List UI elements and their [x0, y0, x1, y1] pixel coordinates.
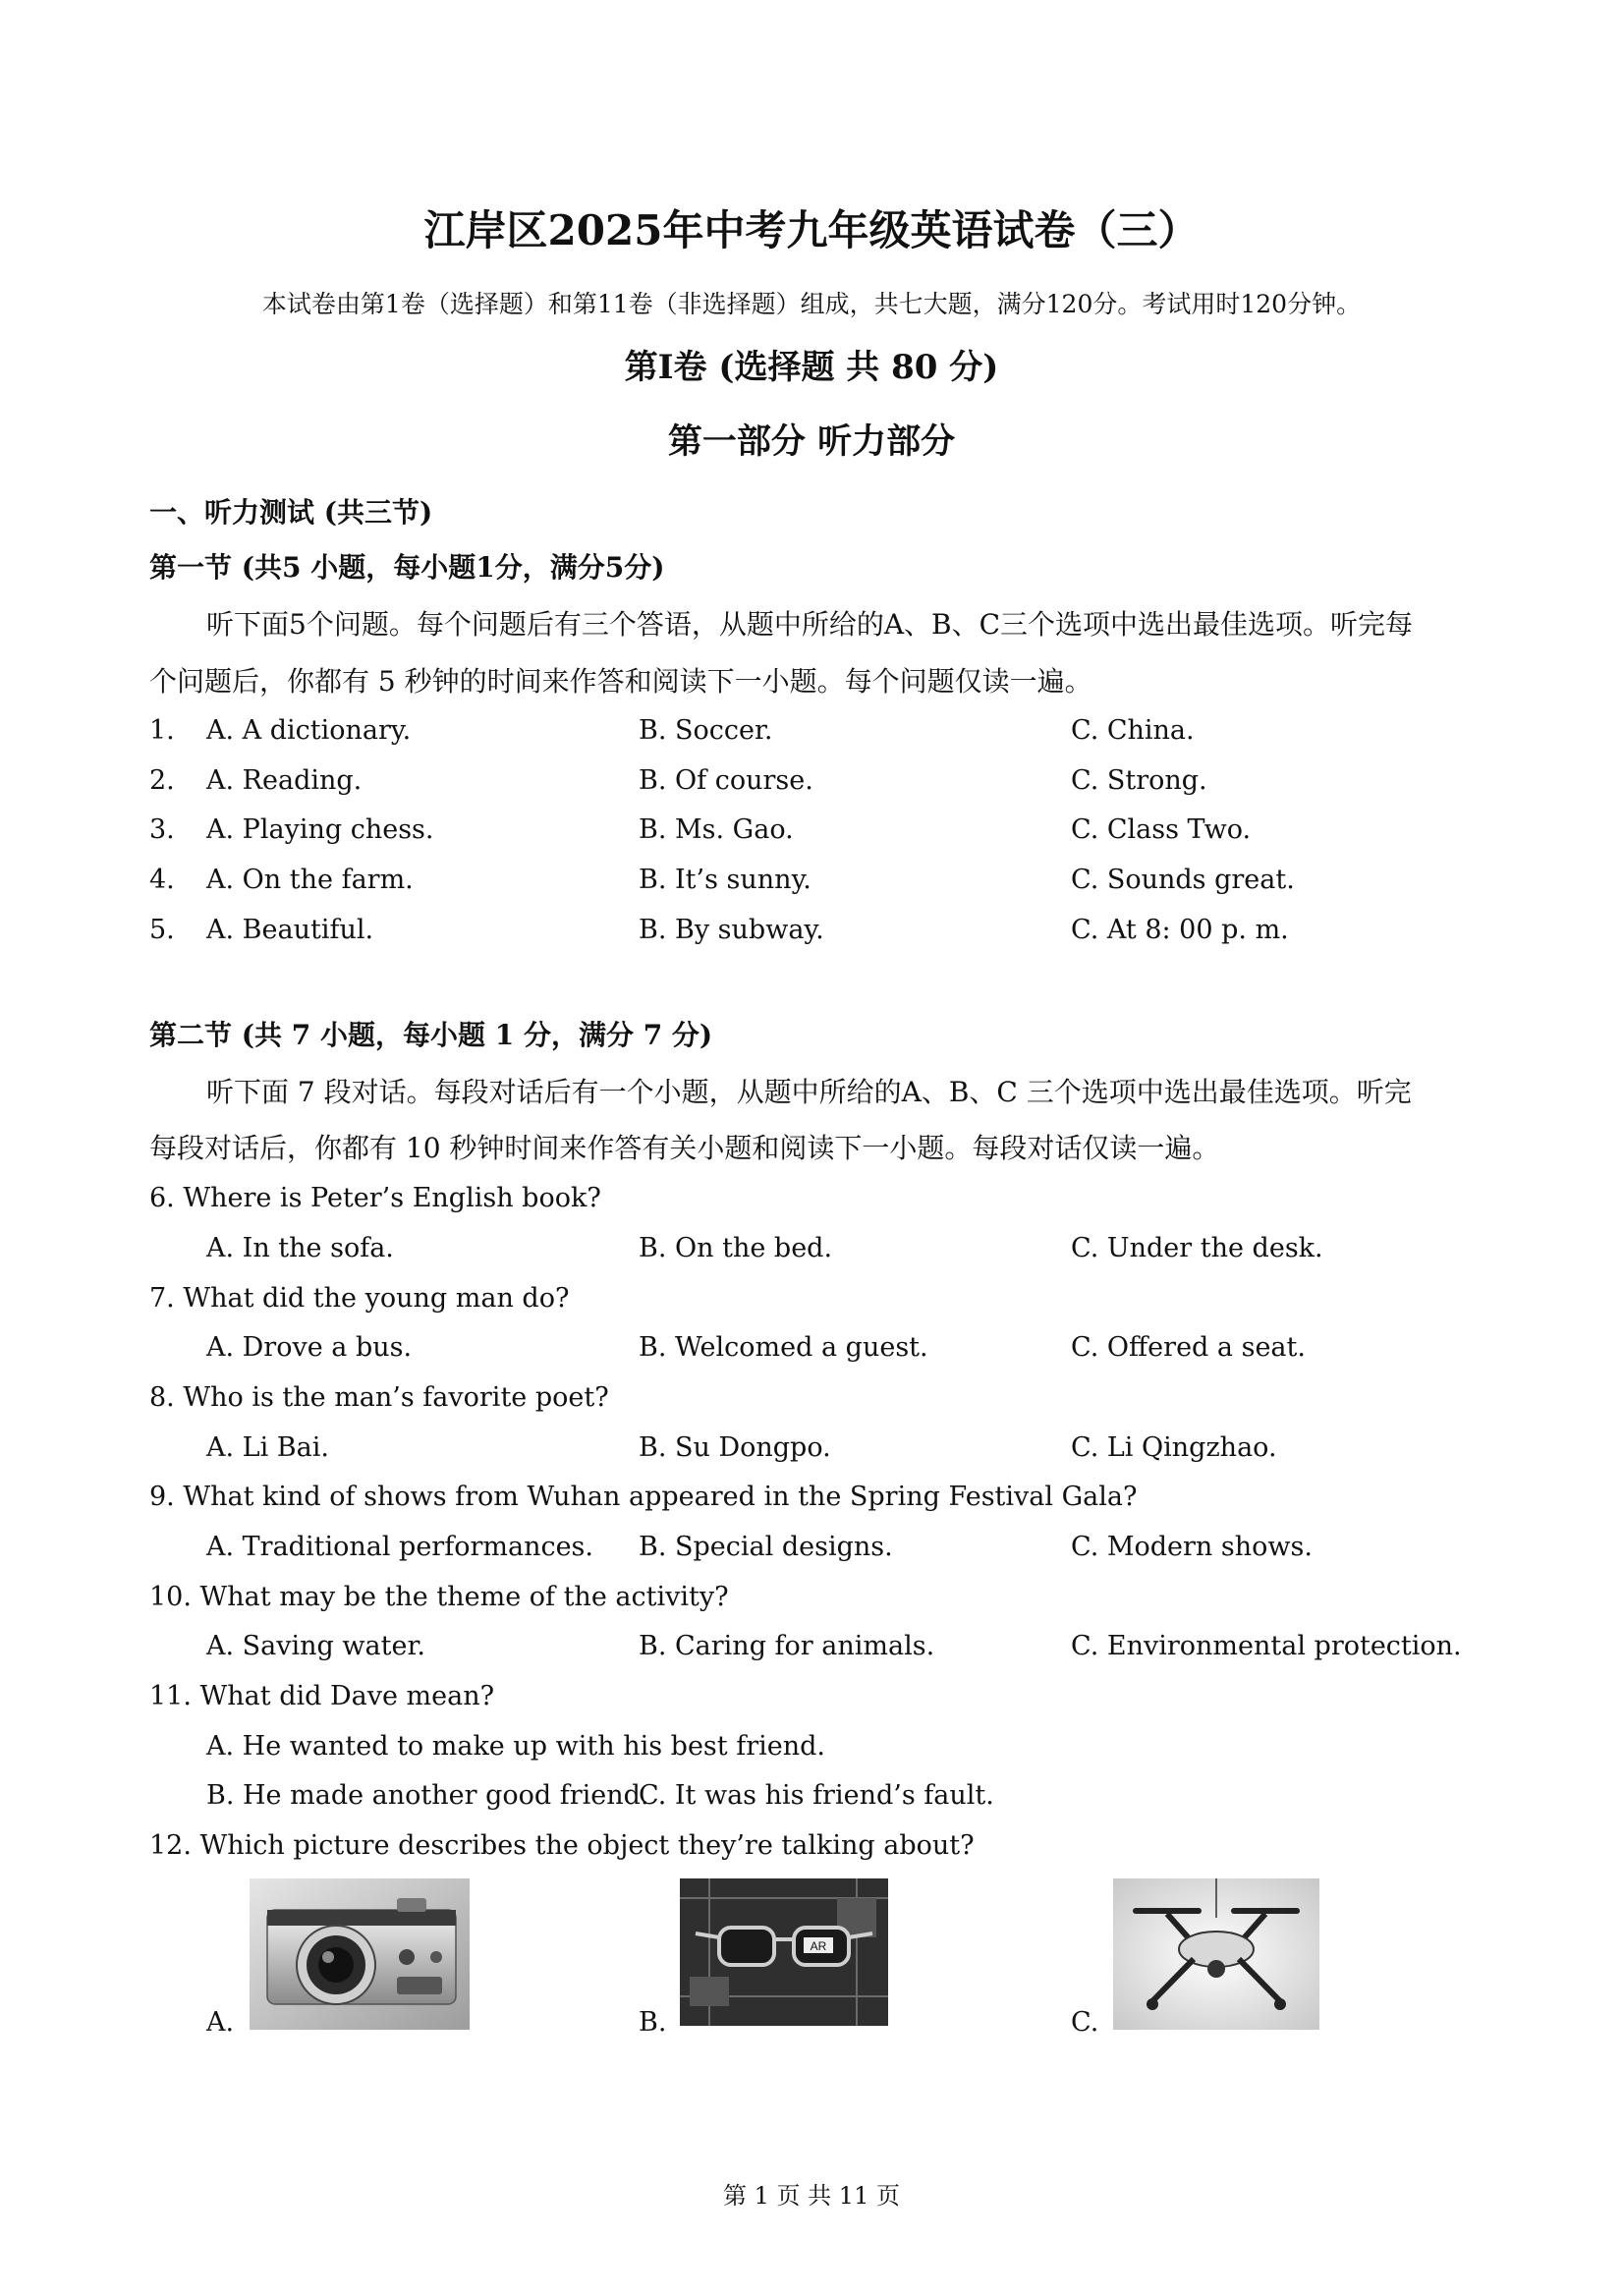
option-a: A. Beautiful.: [206, 915, 374, 945]
option-c: C. Strong.: [1071, 765, 1207, 796]
volume-heading: 第Ⅰ卷 (选择题 共 80 分): [624, 348, 999, 387]
ar-label: AR: [810, 1939, 827, 1953]
option-a: A. Li Bai.: [206, 1432, 329, 1463]
question-8: 8. Who is the man’s favorite poet?: [149, 1382, 609, 1413]
option-b: B. Of course.: [639, 765, 813, 796]
drone-icon: [1113, 1878, 1319, 2030]
camera-icon: [250, 1878, 470, 2030]
picture-option-a-label: A.: [206, 2007, 235, 2038]
section1-instruction-line1: 听下面5个问题。每个问题后有三个答语，从题中所给的A、B、C三个选项中选出最佳选项。听完每: [206, 608, 1414, 641]
option-b: B. He made another good friend.: [206, 1780, 649, 1811]
option-c: C. Class Two.: [1071, 814, 1252, 845]
option-b: B. Welcomed a guest.: [639, 1332, 928, 1363]
option-a: A. He wanted to make up with his best friend.: [206, 1731, 825, 1762]
page-number: 第 1 页 共 11 页: [723, 2182, 900, 2210]
option-c: C. Li Qingzhao.: [1071, 1432, 1277, 1463]
part-heading: 第一部分 听力部分: [667, 421, 956, 462]
option-a: A. On the farm.: [206, 865, 414, 895]
option-c: C. It was his friend’s fault.: [639, 1780, 994, 1811]
option-b: B. Ms. Gao.: [639, 814, 794, 845]
option-b: B. Su Dongpo.: [639, 1432, 831, 1463]
option-b: B. By subway.: [639, 915, 824, 945]
section2-heading: 第二节 (共 7 小题，每小题 1 分，满分 7 分): [149, 1019, 713, 1051]
section2-instruction-line2: 每段对话后，你都有 10 秒钟时间来作答有关小题和阅读下一小题。每段对话仅读一遍。: [149, 1132, 1220, 1164]
item-number: 1.: [149, 715, 175, 746]
option-c: C. Sounds great.: [1071, 865, 1295, 895]
option-c: C. Modern shows.: [1071, 1532, 1313, 1562]
exam-intro: 本试卷由第1卷（选择题）和第11卷（非选择题）组成，共七大题，满分120分。考试用时120分钟。: [261, 290, 1362, 318]
option-a: A. Drove a bus.: [206, 1332, 413, 1363]
option-b: B. Caring for animals.: [639, 1631, 935, 1661]
ar-glasses-icon: [680, 1878, 888, 2026]
camera-picture: [250, 1878, 470, 2030]
item-number: 5.: [149, 915, 175, 945]
listening-heading: 一、听力测试 (共三节): [149, 496, 433, 529]
question-7: 7. What did the young man do?: [149, 1283, 570, 1314]
question-10: 10. What may be the theme of the activity?: [149, 1582, 729, 1612]
question-6: 6. Where is Peter’s English book?: [149, 1183, 601, 1213]
option-b: B. Special designs.: [639, 1532, 893, 1562]
option-c: C. At 8: 00 p. m.: [1071, 915, 1289, 945]
item-number: 4.: [149, 865, 175, 895]
section2-instruction-line1: 听下面 7 段对话。每段对话后有一个小题，从题中所给的A、B、C 三个选项中选出最佳选项。听完: [206, 1076, 1412, 1108]
option-a: A. Reading.: [206, 765, 363, 796]
exam-title: 江岸区2025年中考九年级英语试卷（三）: [423, 206, 1200, 254]
ar-glasses-picture: [680, 1878, 888, 2026]
option-a: A. Playing chess.: [206, 814, 434, 845]
option-b: B. On the bed.: [639, 1233, 833, 1263]
question-12: 12. Which picture describes the object they’re talking about?: [149, 1830, 975, 1861]
option-c: C. Offered a seat.: [1071, 1332, 1306, 1363]
question-11: 11. What did Dave mean?: [149, 1681, 495, 1711]
item-number: 3.: [149, 814, 175, 845]
picture-option-c-label: C.: [1071, 2007, 1099, 2038]
option-a: A. Saving water.: [206, 1631, 425, 1661]
option-a: A. Traditional performances.: [206, 1532, 593, 1562]
option-c: C. Environmental protection.: [1071, 1631, 1462, 1661]
picture-option-b-label: B.: [639, 2007, 667, 2038]
option-a: A. A dictionary.: [206, 715, 412, 746]
option-c: C. Under the desk.: [1071, 1233, 1323, 1263]
option-b: B. It’s sunny.: [639, 865, 812, 895]
question-9: 9. What kind of shows from Wuhan appeared in the Spring Festival Gala?: [149, 1482, 1138, 1512]
section1-instruction-line2: 个问题后，你都有 5 秒钟的时间来作答和阅读下一小题。每个问题仅读一遍。: [149, 665, 1092, 698]
item-number: 2.: [149, 765, 175, 796]
option-a: A. In the sofa.: [206, 1233, 394, 1263]
drone-picture: [1113, 1878, 1319, 2030]
section1-heading: 第一节 (共5 小题，每小题1分，满分5分): [149, 551, 665, 584]
option-b: B. Soccer.: [639, 715, 773, 746]
option-c: C. China.: [1071, 715, 1195, 746]
